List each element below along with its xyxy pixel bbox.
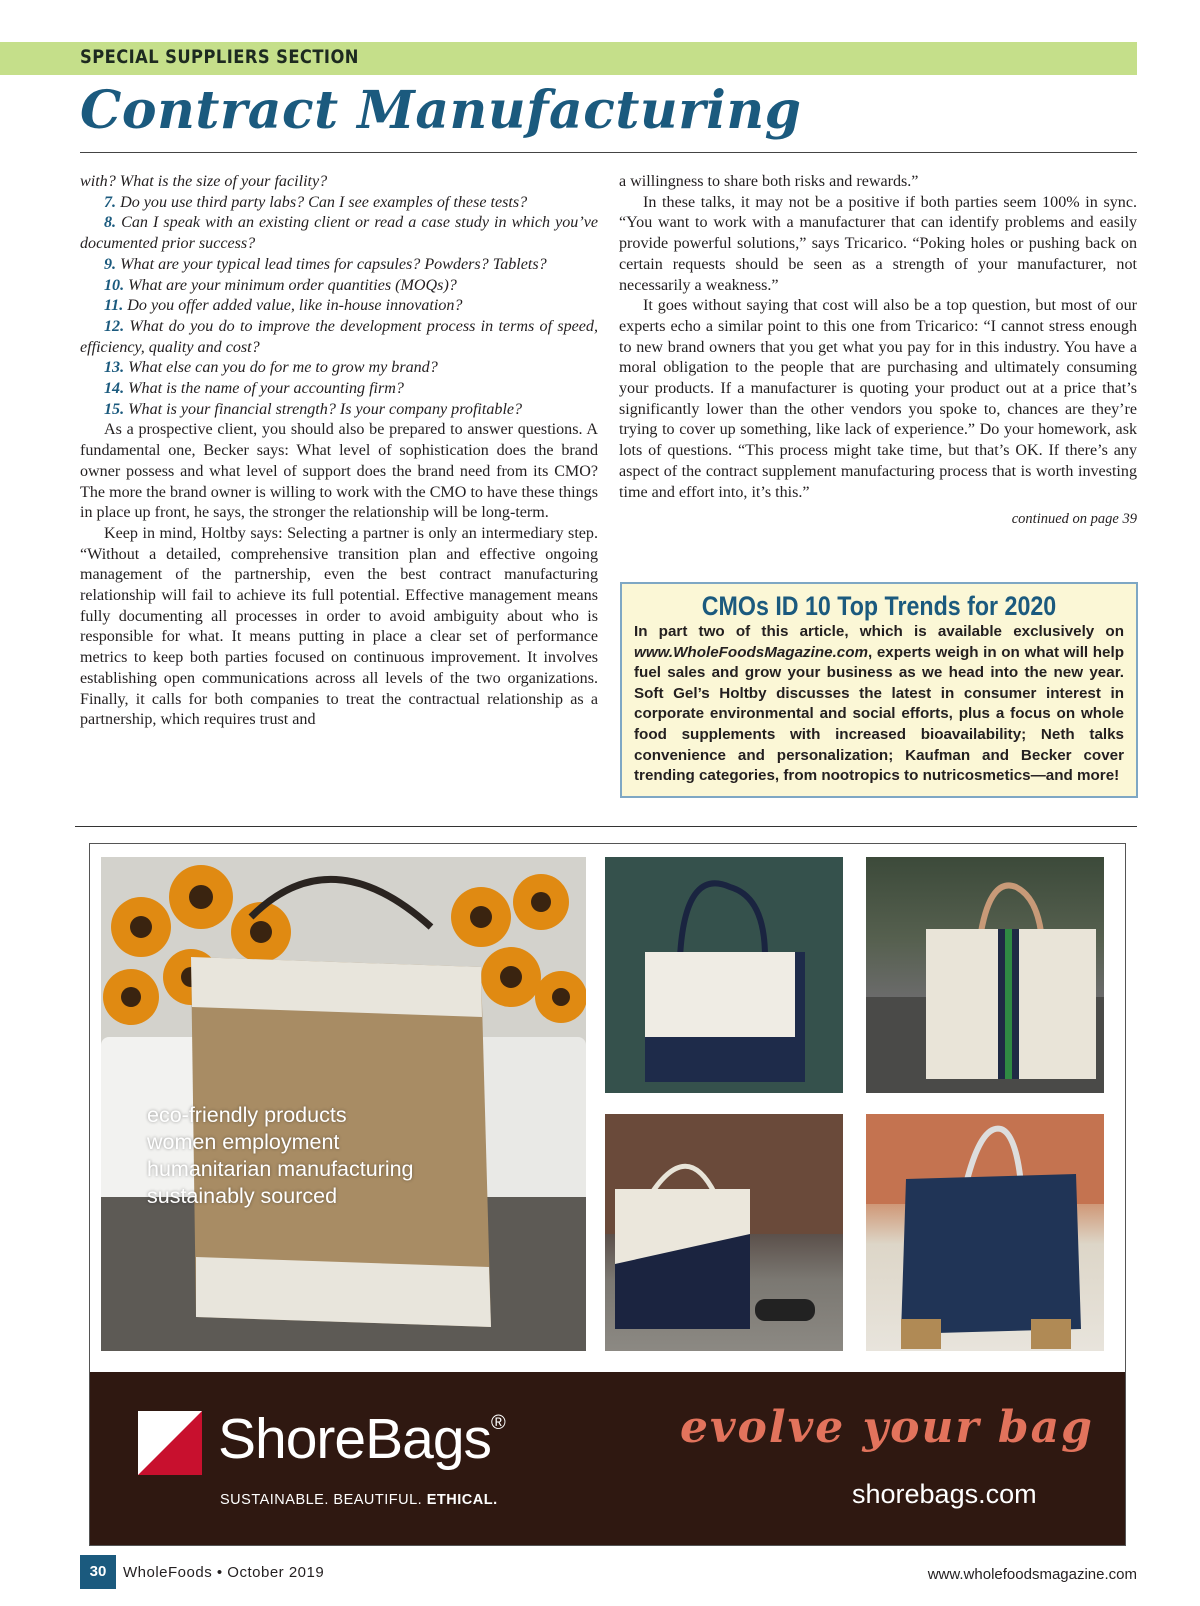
ad-features-list bbox=[147, 1102, 414, 1210]
navy-canvas-tote-photo bbox=[866, 1114, 1104, 1351]
question-item: 15. What is your financial strength? Is your company profitable? bbox=[104, 400, 523, 418]
title-divider bbox=[80, 152, 1137, 153]
page-number: 30 bbox=[80, 1555, 116, 1589]
question-continuation: with? What is the size of your facility? bbox=[80, 173, 328, 190]
left-column bbox=[80, 172, 598, 731]
right-column bbox=[619, 172, 1137, 530]
section-label: SPECIAL SUPPLIERS SECTION bbox=[80, 46, 359, 68]
feature-item: women employment bbox=[147, 1130, 340, 1154]
feature-item: sustainably sourced bbox=[147, 1184, 338, 1208]
question-item: 11. Do you offer added value, like in-house innovation? bbox=[104, 297, 463, 315]
feature-item: eco-friendly products bbox=[147, 1103, 347, 1127]
question-item: 7. Do you use third party labs? Can I see examples of these tests? bbox=[104, 193, 528, 211]
shorebags-advertisement[interactable] bbox=[89, 843, 1126, 1546]
body-paragraph: It goes without saying that cost will also be a top question, but most of our experts echo a similar point to this one from Tricarico: “I cannot stress enough to new brand owners that you get what you pay for in this industry. You have a moral obligation to the people that are purchasing and ultimately consuming your products. If a manufacturer is quoting your product out at a price that’s significantly lower than the other vendors you spoke to, chances are they’re trying to cover up something, like lack of experience.” Do your homework, ask lots of questions. “This process might take time, but that’s OK. If there’s any aspect of the contract supplement manufacturing process that is worth investing time and effort into, it’s this.” bbox=[619, 297, 1137, 501]
question-item: 13. What else can you do for me to grow my brand? bbox=[104, 359, 438, 377]
article-title: Contract Manufacturing bbox=[80, 80, 802, 141]
question-item: 10. What are your minimum order quantities (MOQs)? bbox=[104, 276, 457, 294]
trends-sidebar bbox=[620, 582, 1138, 798]
navy-white-tote-photo bbox=[605, 857, 843, 1093]
question-item: 14. What is the name of your accounting firm? bbox=[104, 380, 404, 398]
body-paragraph: In these talks, it may not be a positive if both parties seem 100% in sync. “You want to work with a manufacturer that can identify problems and easily provide powerful solutions,” says Tricarico. “Poking holes or pushing back on certain requests should be seen as a strength of your manufacturer, not necessarily a weakness.” bbox=[619, 193, 1137, 294]
question-item: 12. What do you do to improve the development process in terms of speed, efficiency, quality and cost? bbox=[80, 317, 598, 356]
body-paragraph: Keep in mind, Holtby says: Selecting a partner is only an intermediary step. “Without a detailed, comprehensive transition plan and effective ongoing management of the partnership, even the best contract manufacturing relationship will fail to achieve its full potential. Effective management means fully documenting all processes in order to avoid ambiguity about who is responsible for what. It means putting in place a clear set of performance metrics to keep both parties focused on continuous improvement. It involves establishing open communications across all levels of the two organizations. Finally, it calls for both companies to treat the contractual relationship as a partnership, which requires trust and bbox=[80, 524, 598, 729]
ad-website-link[interactable]: shorebags.com bbox=[852, 1479, 1037, 1509]
magazine-folio: WholeFoods • October 2019 bbox=[123, 1564, 325, 1581]
brand-name: ShoreBags® bbox=[218, 1407, 505, 1471]
question-item: 9. What are your typical lead times for capsules? Powders? Tablets? bbox=[104, 255, 547, 273]
continued-note: continued on page 39 bbox=[1011, 511, 1137, 528]
brand-tagline: SUSTAINABLE. BEAUTIFUL. ETHICAL. bbox=[220, 1492, 498, 1508]
boat-tote-photo bbox=[605, 1114, 843, 1351]
green-stripe-tote-photo bbox=[866, 857, 1104, 1093]
body-paragraph: a willingness to share both risks and rewards.” bbox=[619, 173, 919, 190]
sidebar-title: CMOs ID 10 Top Trends for 2020 bbox=[701, 591, 1057, 621]
sidebar-text: In part two of this article, which is available exclusively on www.WholeFoodsMagazine.com, experts weigh in on what will help fuel sales and grow your business as we head into the new year. Soft Gel’s Holtby discusses the latest in consumer interest in corporate environmental and social efforts, plus a focus on whole food supplements with increased bioavailability; Neth talks convenience and personalization; Kaufman and Becker cover trending categories, from nootropics to nutricosmetics—and more! bbox=[634, 623, 1124, 785]
body-paragraph: As a prospective client, you should also be prepared to answer questions. A fundamental one, Becker says: What level of sophistication does the brand owner possess and what level of support does the brand need from its CMO? The more the brand owner is willing to work with the CMO to have these things in place up front, he says, the stronger the relationship will be long-term. bbox=[80, 421, 598, 522]
question-item: 8. Can I speak with an existing client or read a case study in which you’ve documented prior success? bbox=[80, 214, 598, 253]
feature-item: humanitarian manufacturing bbox=[147, 1157, 414, 1181]
section-banner bbox=[0, 42, 1137, 75]
magazine-website[interactable]: www.wholefoodsmagazine.com bbox=[927, 1566, 1137, 1583]
sidebar-url-link[interactable]: www.WholeFoodsMagazine.com bbox=[634, 643, 869, 661]
ad-brand-band bbox=[90, 1372, 1126, 1546]
ad-slogan: evolve your bag bbox=[680, 1402, 1094, 1453]
ad-divider bbox=[75, 826, 1137, 827]
shorebags-logo-icon bbox=[138, 1411, 202, 1475]
